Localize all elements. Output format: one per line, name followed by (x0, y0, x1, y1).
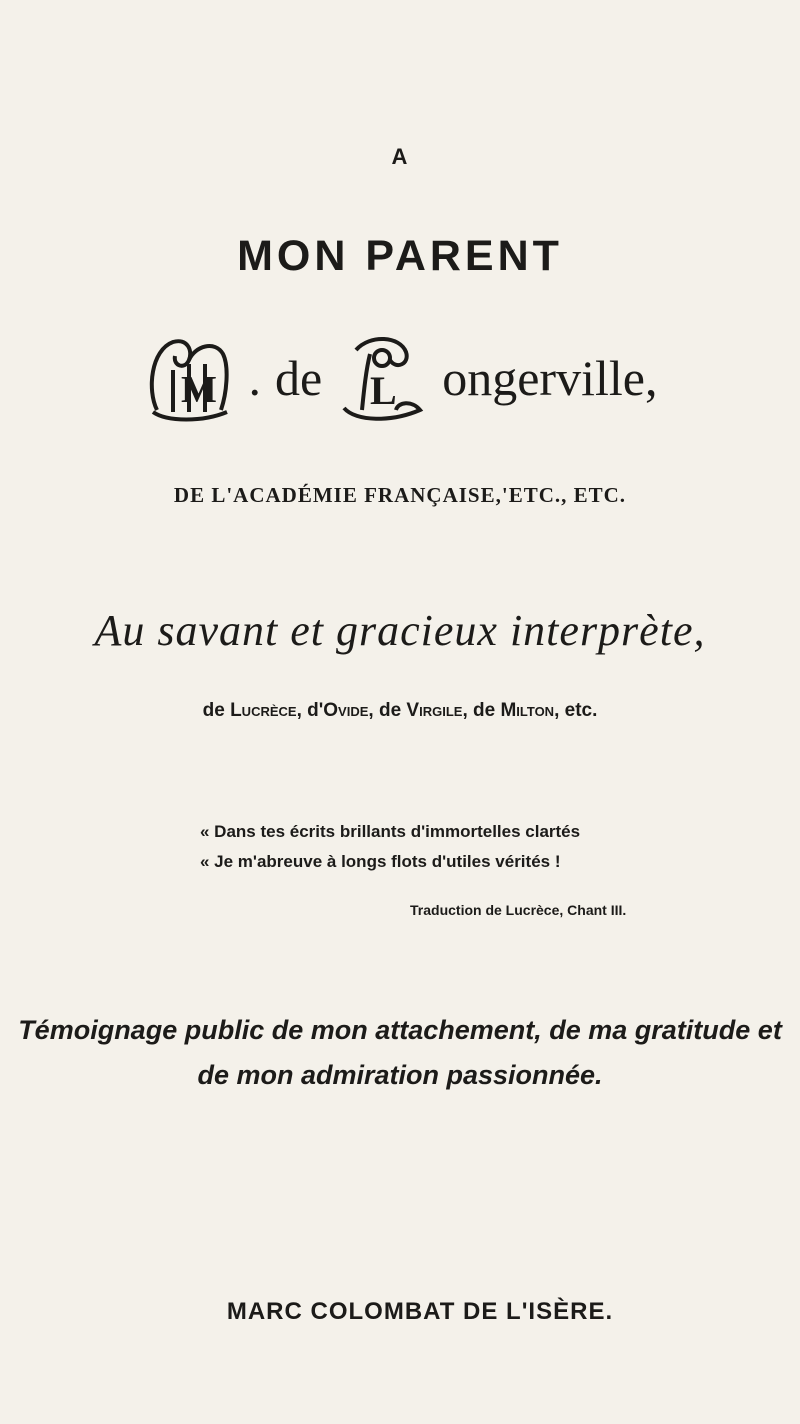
verse-source: Traduction de Lucrèce, Chant III. (410, 902, 627, 918)
affiliation: DE L'ACADÉMIE FRANÇAISE,'ETC., ETC. (173, 483, 627, 507)
authors-suffix: , etc. (554, 700, 598, 721)
authors-sep-2: , de (368, 700, 402, 721)
ornate-initial-m (143, 330, 235, 426)
name-particle: de (275, 350, 323, 406)
tribute-line-2: de mon admiration passionnée. (197, 1060, 603, 1090)
authors-sep-3: , de (462, 700, 496, 721)
verse-line-1: « Dans tes écrits brillants d'immortelles clartés (200, 822, 581, 841)
tribute-line-1: Témoignage public de mon attachement, de ma gratitude et (18, 1015, 782, 1045)
author-virgile: Virgile (406, 700, 463, 721)
signature: MARC COLOMBAT DE L'ISÈRE. (226, 1298, 614, 1325)
dedication-title: MON PARENT (237, 232, 563, 280)
dedication-to: A (391, 144, 409, 169)
author-lucrece: Lucrèce (230, 700, 297, 721)
verse-line-2: « Je m'abreuve à longs flots d'utiles vérités ! (200, 852, 561, 871)
name-surname: ongerville, (442, 350, 658, 406)
ornate-initial-l-letter: L (370, 368, 397, 413)
ornate-initial-l-drawing (336, 330, 428, 426)
name-period: . (248, 350, 262, 406)
ornate-initial-m-letter: M (180, 369, 217, 411)
ornate-initial-m-drawing (143, 330, 235, 426)
authors-sep-1: , d' (296, 700, 324, 721)
author-ovide: Ovide (323, 700, 369, 721)
author-milton: Milton (500, 700, 555, 721)
epithet: Au savant et gracieux interprète, (94, 606, 706, 655)
ornate-initial-l (336, 330, 428, 426)
authors-prefix: de (202, 700, 225, 721)
authors-list (0, 700, 800, 722)
dedicatee-name (0, 330, 800, 450)
